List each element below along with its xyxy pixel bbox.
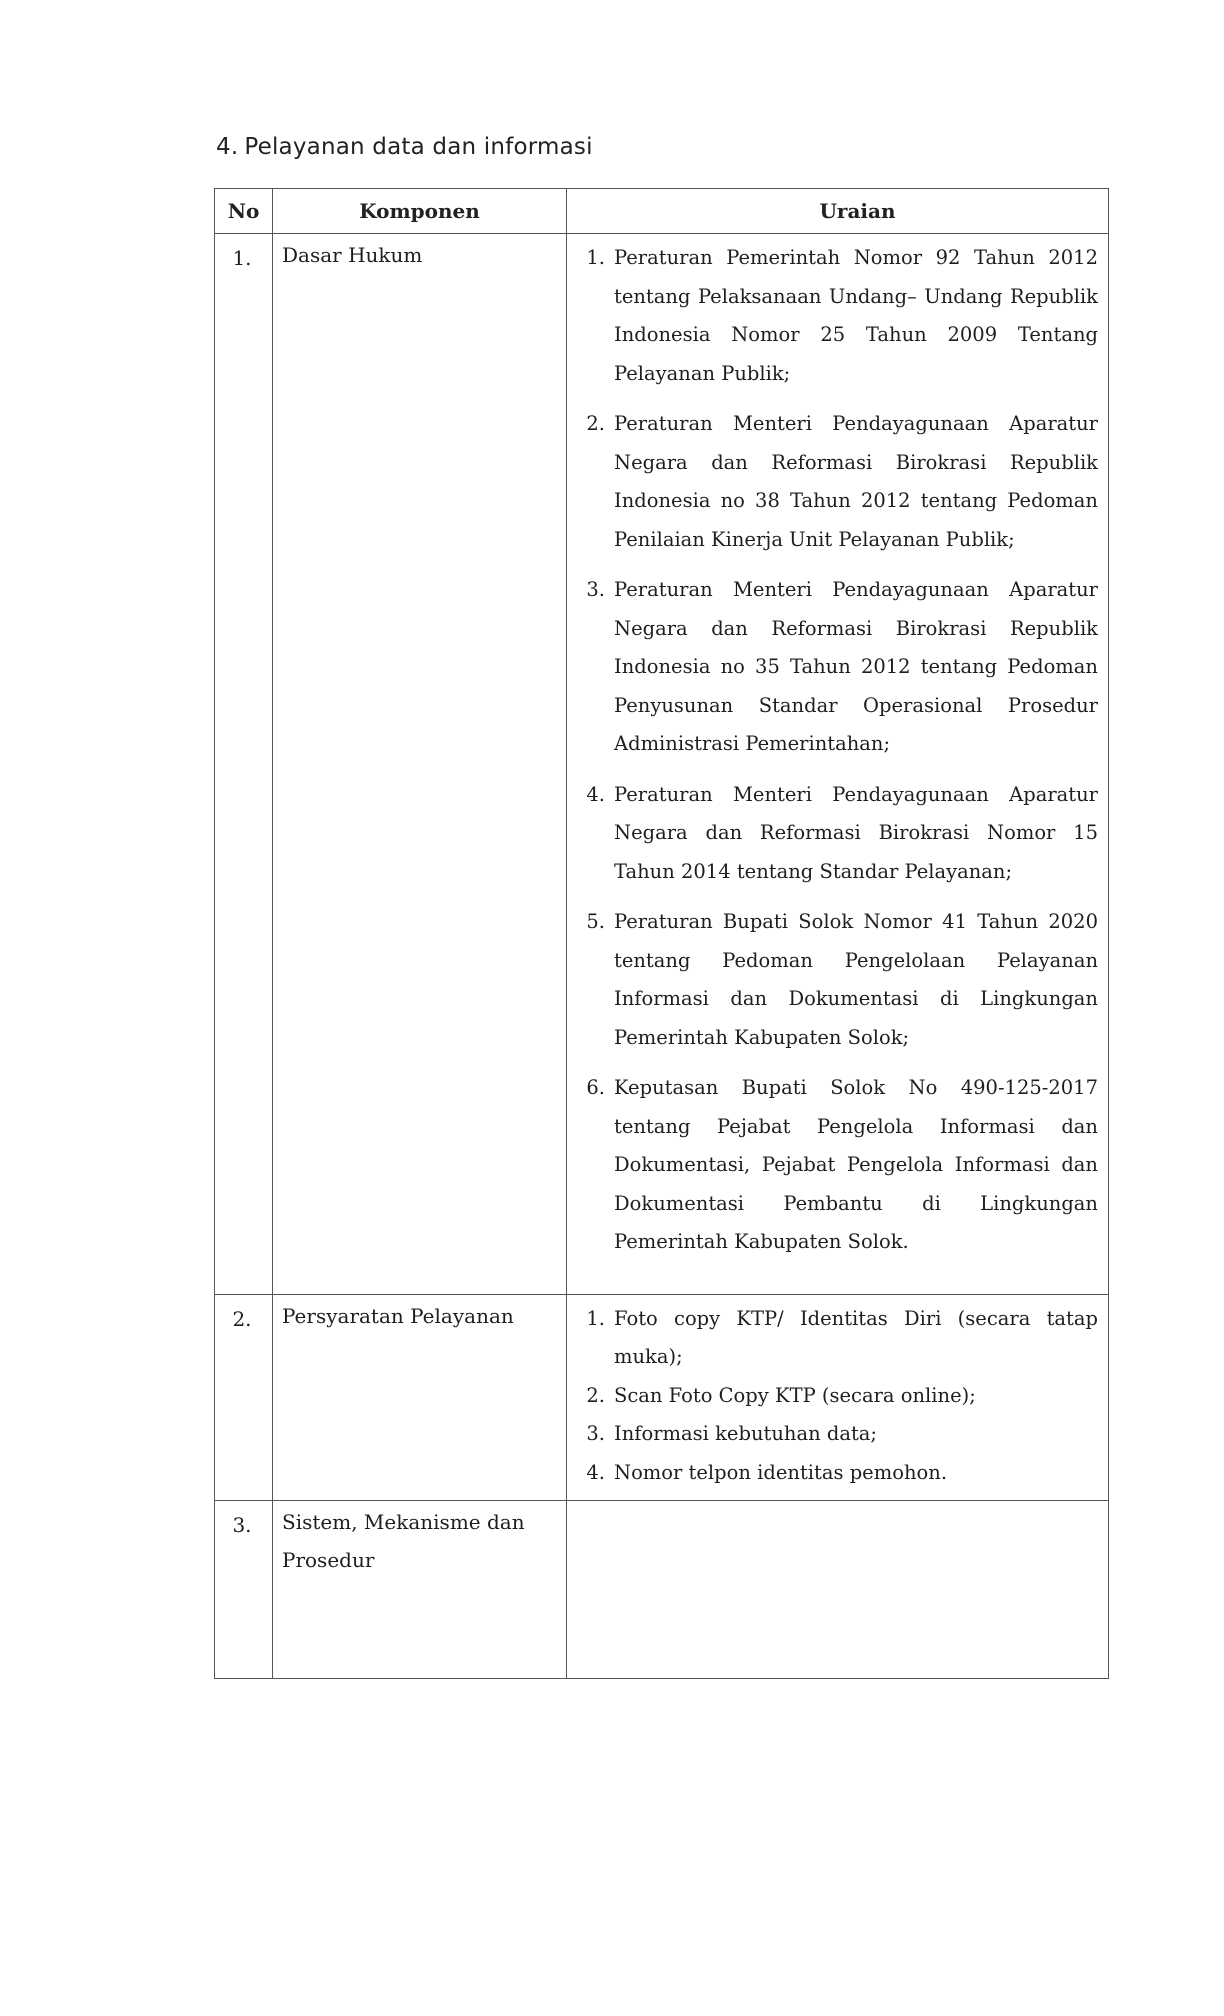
list-item-text: Foto copy KTP/ Identitas Diri (secara tatap muka); (614, 1306, 1098, 1368)
list-item (567, 1454, 1098, 1493)
table-row (215, 1294, 1109, 1501)
list-item-number: 4. (586, 1460, 605, 1484)
list-item-number: 6. (586, 1076, 605, 1099)
list-item-text: Scan Foto Copy KTP (secara online); (614, 1383, 976, 1407)
list-item (567, 1300, 1098, 1377)
list-item-number: 4. (586, 782, 605, 806)
list-item-number: 2. (586, 412, 605, 435)
list-item-text: Peraturan Pemerintah Nomor 92 Tahun 2012 tentang Pelaksanaan Undang– Undang Republik Indonesia Nomor 25 Tahun 2009 Tentang Pelayanan Publik; (614, 246, 1098, 385)
list-item (567, 1069, 1098, 1262)
list-item-number: 3. (586, 578, 605, 601)
table-row (215, 234, 1109, 1295)
list-item (567, 405, 1098, 559)
header-komponen: Komponen (273, 189, 567, 234)
row-uraian-empty (567, 1501, 1109, 1679)
list-item (567, 239, 1098, 393)
list-item (567, 1377, 1098, 1416)
list-item-number: 1. (586, 1306, 605, 1330)
list-item-number: 5. (586, 910, 605, 933)
list-item-text: Keputasan Bupati Solok No 490-125-2017 tentang Pejabat Pengelola Informasi dan Dokumentasi, Pejabat Pengelola Informasi dan Dokumentasi Pembantu di Lingkungan Pemerintah Kabupaten Solok. (614, 1076, 1098, 1253)
row-number: 3. (215, 1501, 273, 1679)
table-row (215, 1501, 1109, 1679)
row-komponen: Persyaratan Pelayanan (273, 1294, 567, 1501)
row-number: 2. (215, 1294, 273, 1501)
list-item-text: Peraturan Menteri Pendayagunaan Aparatur Negara dan Reformasi Birokrasi Nomor 15 Tahun 2014 tentang Standar Pelayanan; (614, 782, 1098, 883)
list-item (567, 776, 1098, 892)
row-komponen: Dasar Hukum (273, 234, 567, 1295)
list-item (567, 571, 1098, 764)
section-title: Pelayanan data dan informasi (244, 134, 593, 160)
list-item-text: Informasi kebutuhan data; (614, 1422, 877, 1445)
row-uraian (567, 234, 1109, 1295)
row-komponen: Sistem, Mekanisme dan Prosedur (273, 1501, 567, 1679)
table-header-row (215, 189, 1109, 234)
list-item-text: Peraturan Menteri Pendayagunaan Aparatur Negara dan Reformasi Birokrasi Republik Indonesia no 38 Tahun 2012 tentang Pedoman Penilaian Kinerja Unit Pelayanan Publik; (614, 412, 1098, 551)
list-item-text: Peraturan Bupati Solok Nomor 41 Tahun 2020 tentang Pedoman Pengelolaan Pelayanan Informasi dan Dokumentasi di Lingkungan Pemerintah Kabupaten Solok; (614, 910, 1098, 1049)
header-uraian: Uraian (567, 189, 1109, 234)
list-item-text: Peraturan Menteri Pendayagunaan Aparatur Negara dan Reformasi Birokrasi Republik Indonesia no 35 Tahun 2012 tentang Pedoman Penyusunan Standar Operasional Prosedur Administrasi Pemerintahan; (614, 578, 1098, 755)
list-item (567, 903, 1098, 1057)
list-item-text: Nomor telpon identitas pemohon. (614, 1460, 948, 1484)
section-heading (216, 134, 593, 160)
list-item-number: 1. (586, 246, 605, 269)
row-number: 1. (215, 234, 273, 1295)
section-number: 4. (216, 134, 239, 160)
service-table (214, 188, 1109, 1679)
list-item-number: 3. (586, 1422, 605, 1445)
header-no: No (215, 189, 273, 234)
row-uraian (567, 1294, 1109, 1501)
list-item-number: 2. (586, 1383, 605, 1407)
list-item (567, 1415, 1098, 1454)
